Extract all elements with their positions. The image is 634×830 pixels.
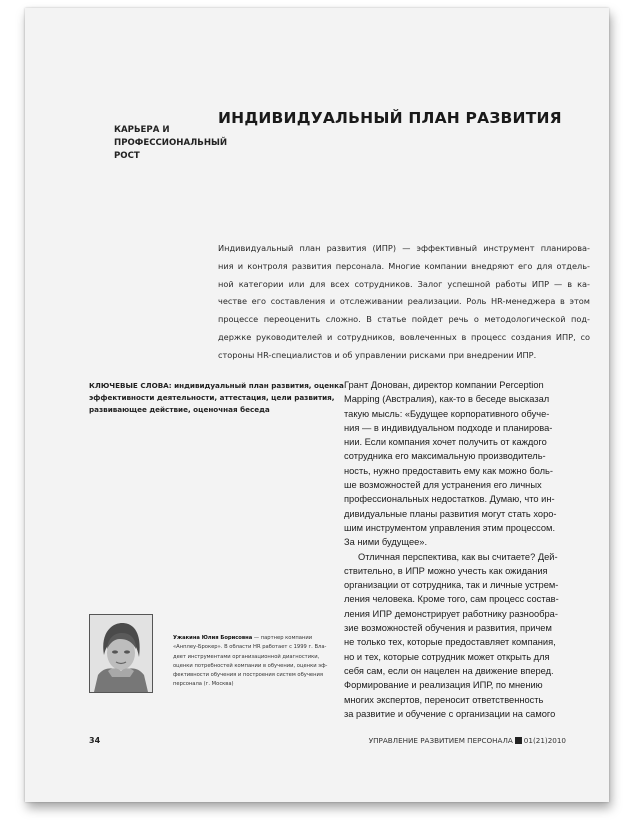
- author-bio-text: — партнер компании: [252, 635, 313, 641]
- body-line: себя сам, если он нацелен на движение вперед.: [344, 665, 554, 676]
- body-line: Mapping (Австралия), как-то в беседе высказал: [344, 394, 550, 405]
- keywords-line: развивающее действие, оценочная беседа: [89, 405, 270, 414]
- section-label-line: ПРОФЕССИОНАЛЬНЫЙ: [114, 138, 228, 148]
- body-line: дивидуальные планы развития могут стать хоро-: [344, 508, 557, 519]
- lead-line: держке руководителей и сотрудников, вовлеченных в процесс создания ИПР, со: [218, 331, 590, 342]
- author-bio-line: деет инструментами организационной диагностики,: [173, 653, 320, 660]
- body-line: профессиональных недостатков. Думаю, что ин-: [344, 494, 555, 505]
- body-line: такую мысль: «Будущее корпоративного обуче-: [344, 408, 550, 419]
- author-bio-line: персонала (г. Москва): [173, 681, 234, 688]
- article-body: [344, 378, 566, 721]
- footer-issue: 01(21)2010: [523, 736, 566, 745]
- author-name: Ужакина Юлия Борисовна: [173, 635, 253, 641]
- body-line: ния — в индивидуальном подходе и планирова-: [344, 422, 553, 433]
- author-bio-line: [173, 634, 333, 643]
- body-line: не только тех, которые предоставляет компания,: [344, 637, 556, 648]
- body-line: ления ИПР демонстрирует работнику разнообра-: [344, 608, 558, 619]
- body-line: сотрудника его максимальную производитель-: [344, 451, 546, 462]
- page-number: 34: [89, 736, 101, 745]
- author-bio-line: оценки потребностей компании в обучении, оценки эф-: [173, 662, 328, 669]
- body-line: организации от сотрудника, так и личные устрем-: [344, 580, 559, 591]
- lead-line: ния и контроля развития персонала. Многие компании внедряют его для отдель-: [218, 260, 590, 271]
- body-line: но и тех, которые сотрудник может открыть для: [344, 651, 550, 662]
- author-bio-line: фективности обучения и построения систем обучения: [173, 672, 323, 679]
- body-line: ше возможностей для устранения его личных: [344, 480, 542, 491]
- section-label-line: РОСТ: [114, 151, 140, 161]
- lead-line: стороны HR-специалистов и об управлении рисками при внедрении ИПР.: [218, 349, 537, 360]
- body-line: За ними будущее».: [344, 537, 428, 548]
- lead-line: ной категории или для всех сотрудников. Залог успешной работы ИПР — в ка-: [218, 278, 590, 289]
- lead-line: процессе переоценить сложно. В статье пойдет речь о методологической под-: [218, 314, 590, 325]
- body-line: нии. Если компания хочет получить от каждого: [344, 437, 547, 448]
- body-line: многих экспертов, переносит ответственность: [344, 694, 544, 705]
- author-photo: [89, 614, 153, 693]
- section-label: [114, 124, 228, 163]
- body-line: ность, нужно предоставить ему как можно боль-: [344, 465, 553, 476]
- keywords-line: КЛЮЧЕВЫЕ СЛОВА: индивидуальный план развития, оценка: [89, 381, 344, 390]
- keywords-line: эффективности деятельности, аттестация, цели развития,: [89, 393, 335, 402]
- body-line: Грант Донован, директор компании Perception: [344, 380, 544, 390]
- author-bio-line: «Анплеу-Брокер». В области HR работает с 1999 г. Вла-: [173, 644, 327, 651]
- author-bio: [173, 634, 333, 690]
- body-line: зие возможностей обучения и развития, причем: [344, 623, 552, 634]
- author-portrait-icon: [90, 615, 152, 692]
- lead-line: честве его составления и отслеживании реализации. Роль HR-менеджера в этом: [218, 296, 590, 307]
- body-line: ствительно, в ИПР можно учесть как ожидания: [344, 565, 548, 576]
- page-footer: [369, 736, 566, 745]
- body-line: Формирование и реализация ИПР, по мнению: [344, 680, 543, 691]
- body-line: Отличная перспектива, как вы считаете? Дей-: [358, 551, 558, 562]
- body-line: за развитие и обучение с организации на самого: [344, 708, 556, 719]
- section-label-line: КАРЬЕРА И: [114, 125, 170, 135]
- article-lead: [218, 240, 590, 365]
- lead-line: Индивидуальный план развития (ИПР) — эффективный инструмент планирова-: [218, 243, 590, 253]
- footer-journal: УПРАВЛЕНИЕ РАЗВИТИЕМ ПЕРСОНАЛА: [368, 736, 513, 745]
- keywords-block: [89, 380, 344, 416]
- square-icon: [515, 737, 522, 744]
- article-title: ИНДИВИДУАЛЬНЫЙ ПЛАН РАЗВИТИЯ: [218, 109, 562, 127]
- body-line: ления человека. Кроме того, сам процесс состав-: [344, 594, 559, 605]
- body-line: шим инструментом управления этим процессом.: [344, 522, 556, 533]
